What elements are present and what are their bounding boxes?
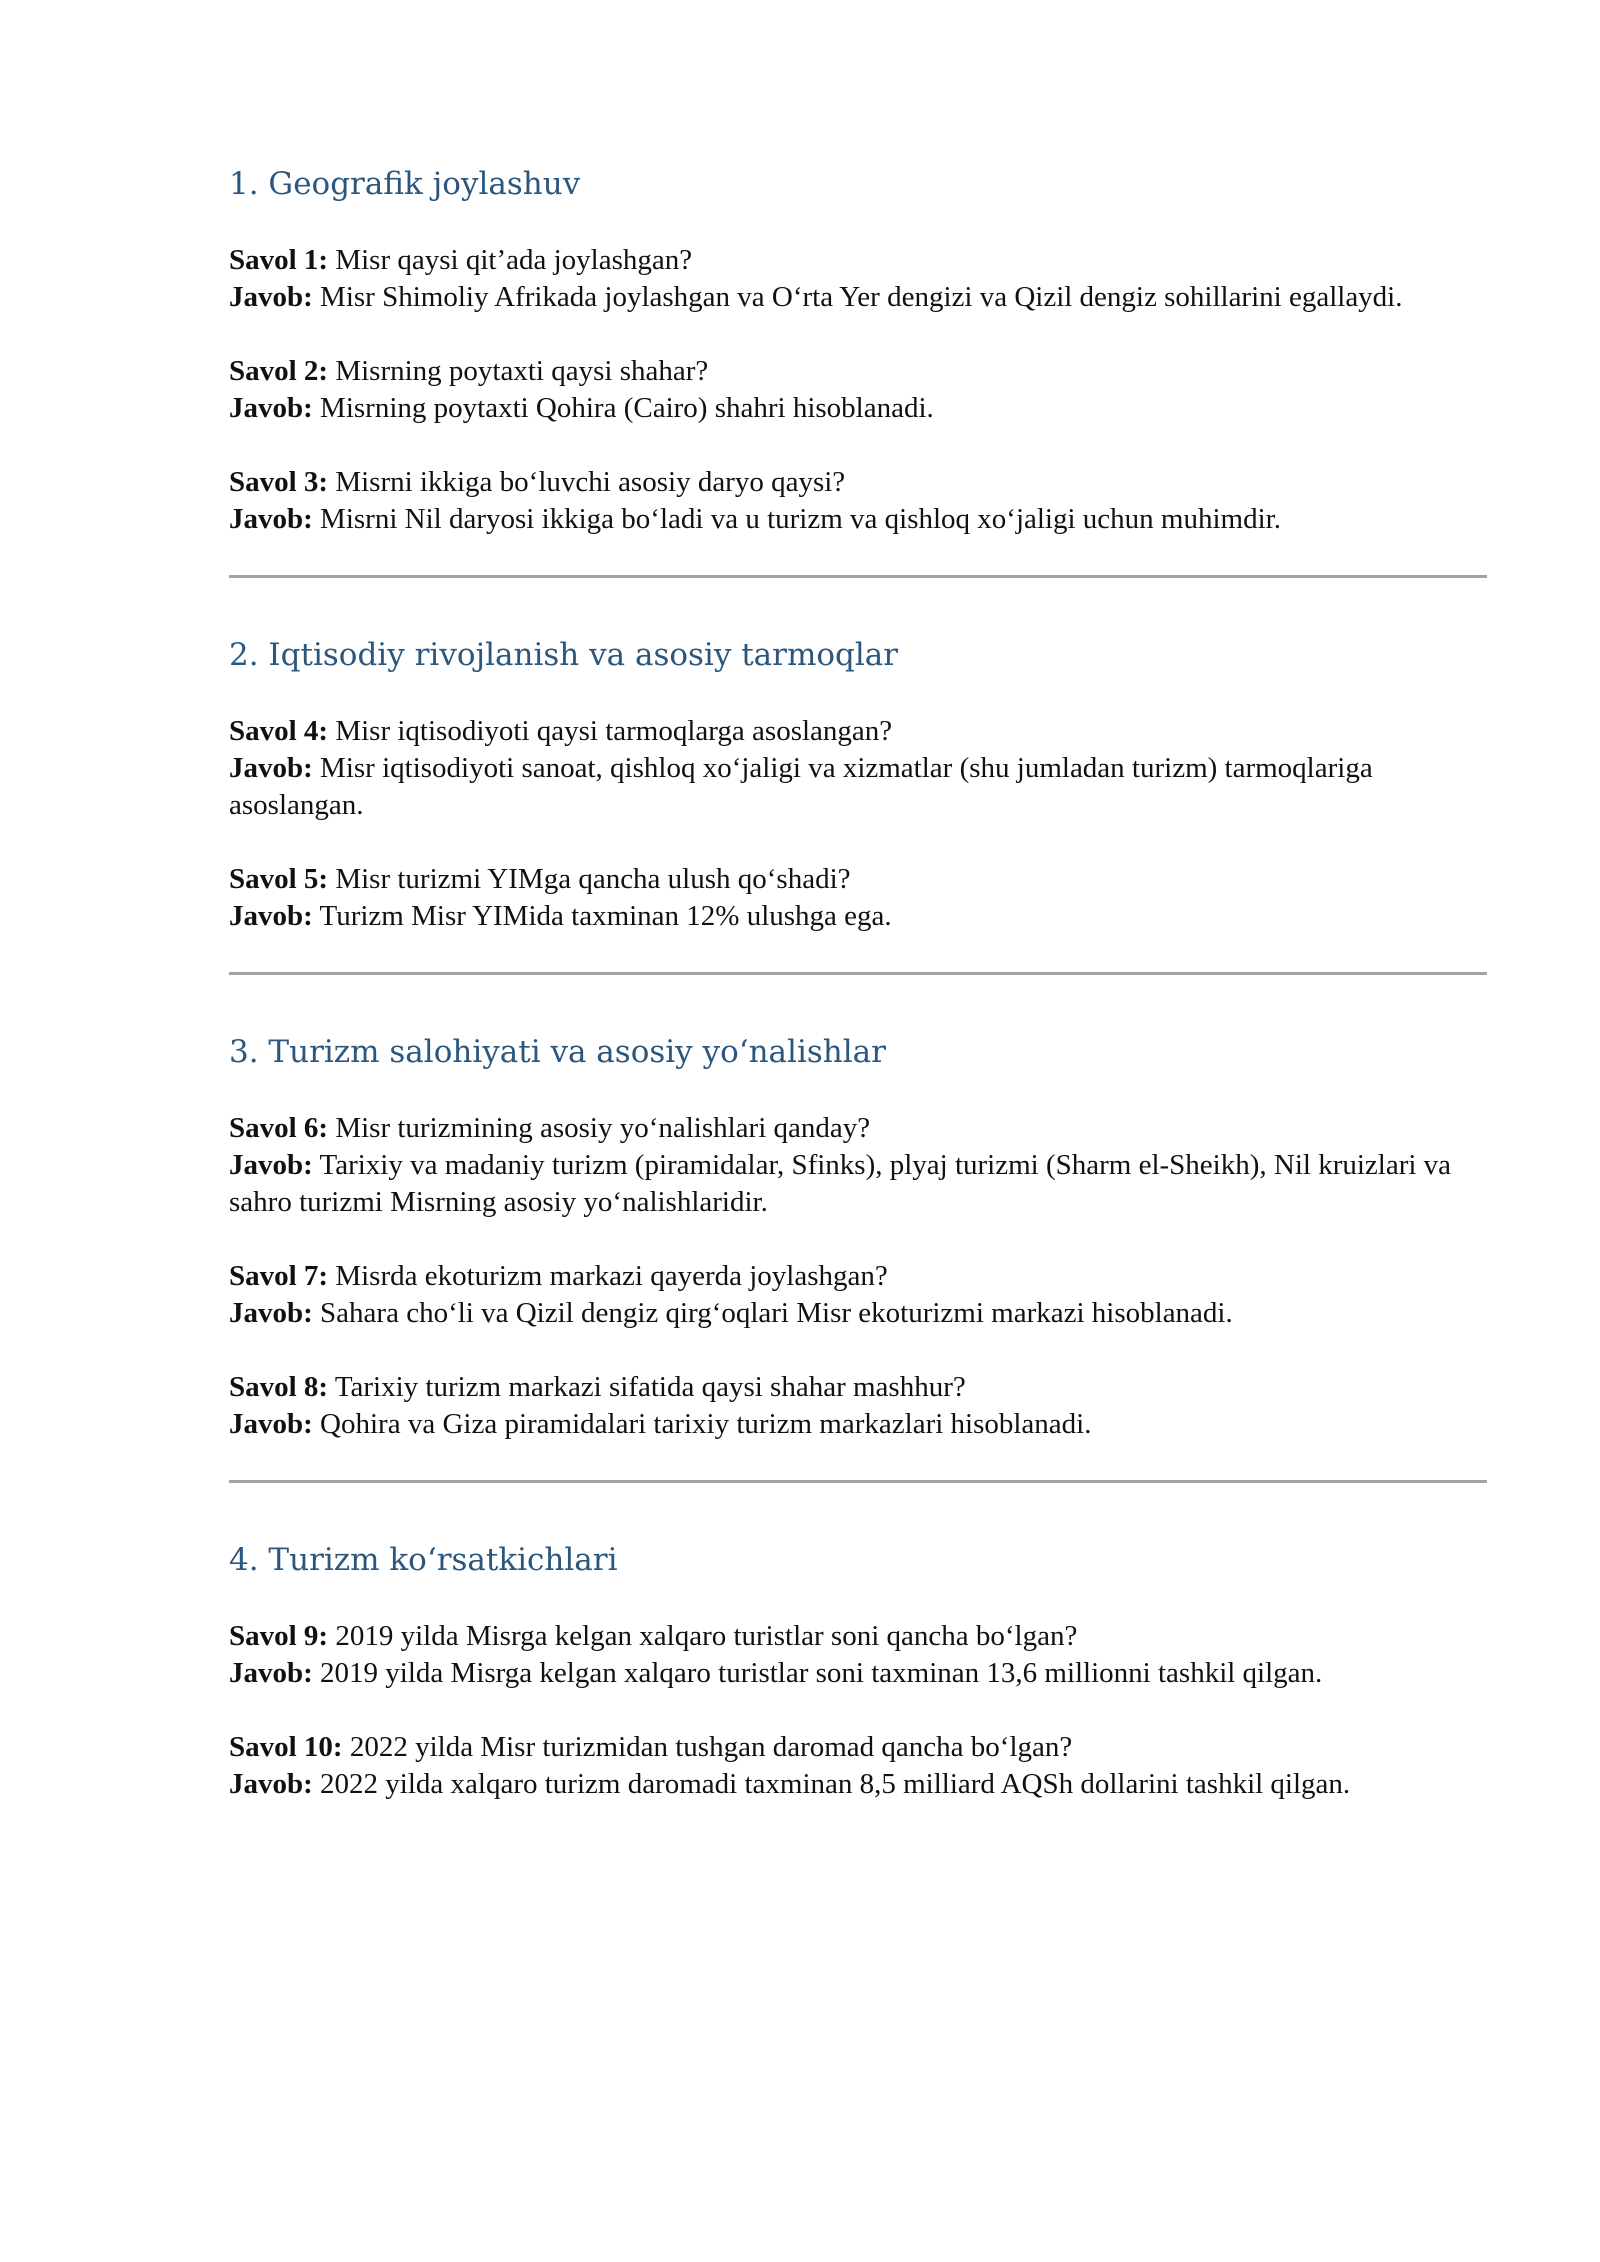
question-label: Savol 3: <box>229 466 329 498</box>
qa-item <box>229 713 1489 824</box>
answer-line <box>229 1406 1489 1443</box>
question-line <box>229 1729 1489 1766</box>
answer-text: Sahara cho‘li va Qizil dengiz qirg‘oqlari Misr ekoturizmi markazi hisoblanadi. <box>312 1297 1233 1329</box>
section-divider <box>229 575 1487 578</box>
answer-text: Qohira va Giza piramidalari tarixiy turizm markazlari hisoblanadi. <box>312 1408 1092 1440</box>
qa-item <box>229 1110 1489 1221</box>
answer-label: Javob: <box>229 1297 313 1329</box>
answer-text: Turizm Misr YIMida taxminan 12% ulushga ega. <box>312 900 892 932</box>
question-label: Savol 5: <box>229 863 329 895</box>
qa-item <box>229 353 1489 427</box>
question-label: Savol 4: <box>229 715 329 747</box>
question-line <box>229 1110 1489 1147</box>
question-line <box>229 1369 1489 1406</box>
question-line <box>229 464 1489 501</box>
qa-item <box>229 1258 1489 1332</box>
qa-item <box>229 1618 1489 1692</box>
answer-line <box>229 898 1489 935</box>
question-label: Savol 7: <box>229 1260 329 1292</box>
question-text: Misr iqtisodiyoti qaysi tarmoqlarga asoslangan? <box>328 715 893 747</box>
section-title-tourism-indicators: 4. Turizm ko‘rsatkichlari <box>229 1542 618 1578</box>
question-label: Savol 6: <box>229 1112 329 1144</box>
section-title-geography: 1. Geografik joylashuv <box>229 166 581 202</box>
answer-label: Javob: <box>229 281 313 313</box>
question-text: Misrning poytaxti qaysi shahar? <box>328 355 709 387</box>
section-divider <box>229 972 1487 975</box>
answer-text: Misrning poytaxti Qohira (Cairo) shahri hisoblanadi. <box>312 392 934 424</box>
answer-label: Javob: <box>229 1149 313 1181</box>
answer-line <box>229 1655 1489 1692</box>
question-label: Savol 10: <box>229 1731 343 1763</box>
answer-label: Javob: <box>229 1408 313 1440</box>
qa-item <box>229 1729 1489 1803</box>
answer-text: Misrni Nil daryosi ikkiga bo‘ladi va u turizm va qishloq xo‘jaligi uchun muhimdir. <box>312 503 1281 535</box>
question-text: 2022 yilda Misr turizmidan tushgan daromad qancha bo‘lgan? <box>342 1731 1073 1763</box>
answer-line <box>229 390 1489 427</box>
question-text: Tarixiy turizm markazi sifatida qaysi shahar mashhur? <box>328 1371 966 1403</box>
question-label: Savol 8: <box>229 1371 329 1403</box>
answer-label: Javob: <box>229 1657 313 1689</box>
answer-line <box>229 750 1489 824</box>
question-line <box>229 1618 1489 1655</box>
question-text: Misrni ikkiga bo‘luvchi asosiy daryo qaysi? <box>328 466 846 498</box>
question-line <box>229 353 1489 390</box>
question-text: 2019 yilda Misrga kelgan xalqaro turistlar soni qancha bo‘lgan? <box>328 1620 1078 1652</box>
answer-line <box>229 279 1489 316</box>
answer-line <box>229 1766 1489 1803</box>
question-line <box>229 713 1489 750</box>
question-line <box>229 1258 1489 1295</box>
document-page <box>229 150 1489 1803</box>
answer-line <box>229 501 1489 538</box>
question-line <box>229 242 1489 279</box>
question-label: Savol 9: <box>229 1620 329 1652</box>
answer-label: Javob: <box>229 900 313 932</box>
question-text: Misr turizmining asosiy yo‘nalishlari qanday? <box>328 1112 871 1144</box>
section-title-economy: 2. Iqtisodiy rivojlanish va asosiy tarmoqlar <box>229 637 899 673</box>
question-text: Misr turizmi YIMga qancha ulush qo‘shadi? <box>328 863 851 895</box>
question-label: Savol 2: <box>229 355 329 387</box>
answer-label: Javob: <box>229 392 313 424</box>
answer-line <box>229 1295 1489 1332</box>
answer-label: Javob: <box>229 752 313 784</box>
section-divider <box>229 1480 1487 1483</box>
qa-item <box>229 242 1489 316</box>
question-text: Misr qaysi qit’ada joylashgan? <box>328 244 693 276</box>
qa-item <box>229 861 1489 935</box>
answer-line <box>229 1147 1489 1221</box>
qa-item <box>229 464 1489 538</box>
section-title-tourism-potential: 3. Turizm salohiyati va asosiy yo‘nalishlar <box>229 1034 886 1070</box>
answer-text: Tarixiy va madaniy turizm (piramidalar, Sfinks), plyaj turizmi (Sharm el-Sheikh), Nil kruizlari va sahro turizmi Misrning asosiy yo‘nalishlaridir. <box>229 1149 1452 1218</box>
question-label: Savol 1: <box>229 244 329 276</box>
qa-item <box>229 1369 1489 1443</box>
question-text: Misrda ekoturizm markazi qayerda joylashgan? <box>328 1260 888 1292</box>
answer-text: 2019 yilda Misrga kelgan xalqaro turistlar soni taxminan 13,6 millionni tashkil qilgan. <box>312 1657 1323 1689</box>
answer-label: Javob: <box>229 503 313 535</box>
answer-label: Javob: <box>229 1768 313 1800</box>
answer-text: Misr Shimoliy Afrikada joylashgan va O‘rta Yer dengizi va Qizil dengiz sohillarini egallaydi. <box>312 281 1403 313</box>
answer-text: Misr iqtisodiyoti sanoat, qishloq xo‘jaligi va xizmatlar (shu jumladan turizm) tarmoqlariga asoslangan. <box>229 752 1373 821</box>
answer-text: 2022 yilda xalqaro turizm daromadi taxminan 8,5 milliard AQSh dollarini tashkil qilgan. <box>312 1768 1351 1800</box>
question-line <box>229 861 1489 898</box>
